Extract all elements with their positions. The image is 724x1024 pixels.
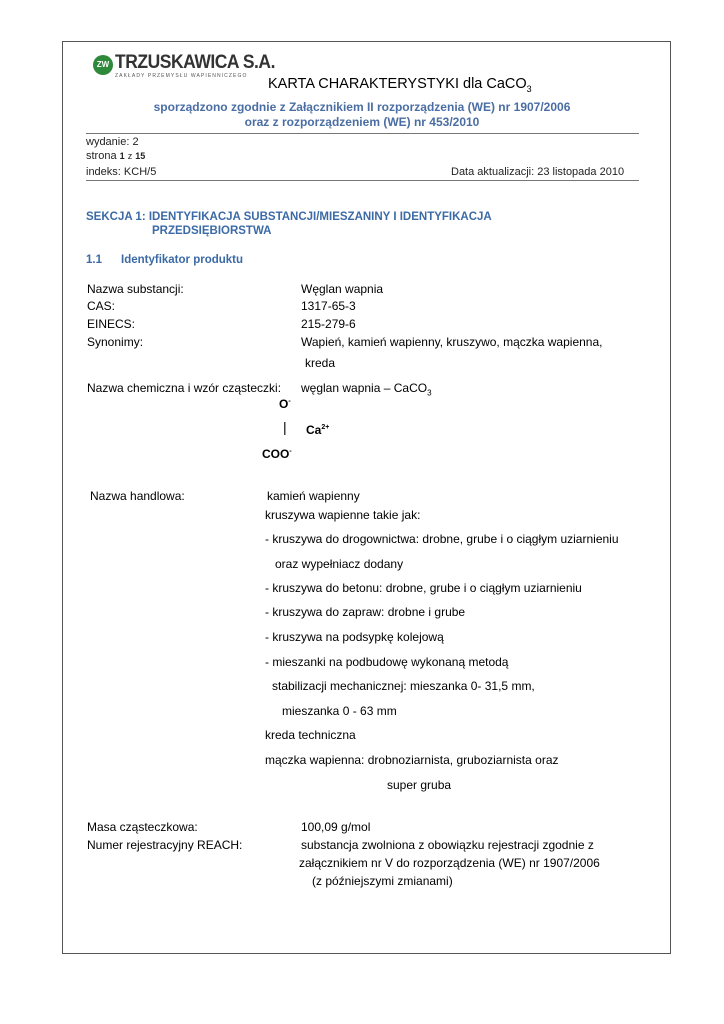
molar-mass-value: 100,09 g/mol xyxy=(301,820,371,834)
reach-value-line-2: załącznikiem nr V do rozporządzenia (WE) nr 1907/2006 xyxy=(299,856,600,870)
trade-line: mączka wapienna: drobnoziarnista, gruboziarnista oraz xyxy=(265,753,559,767)
reach-label: Numer rejestracyjny REACH: xyxy=(87,838,243,852)
structure-bond: | xyxy=(283,419,287,435)
section-title-line-2: PRZEDSIĘBIORSTWA xyxy=(152,225,272,237)
cas-label: CAS: xyxy=(87,299,116,313)
trade-line: - kruszywa do betonu: drobne, grube i o ciągłym uziarnieniu xyxy=(265,581,582,595)
section-title-line-1: SEKCJA 1: IDENTYFIKACJA SUBSTANCJI/MIESZANINY I IDENTYFIKACJA xyxy=(86,211,492,223)
trade-line: - mieszanki na podbudowę wykonaną metodą xyxy=(265,655,509,669)
company-logo-name: TRZUSKAWICA S.A. xyxy=(115,52,275,73)
einecs-value: 215-279-6 xyxy=(301,317,356,331)
structure-oxygen: O- xyxy=(279,397,291,411)
trade-line: kruszywa wapienne takie jak: xyxy=(265,508,421,522)
synonyms-label: Synonimy: xyxy=(87,335,144,349)
substance-name-label: Nazwa substancji: xyxy=(87,282,184,296)
reach-value-line-1: substancja zwolniona z obowiązku rejestracji zgodnie z xyxy=(301,838,594,852)
trade-line: oraz wypełniacz dodany xyxy=(275,557,404,571)
trade-line: kreda techniczna xyxy=(265,728,356,742)
chemical-name-label: Nazwa chemiczna i wzór cząsteczki: xyxy=(87,381,282,395)
edition-label: wydanie: 2 xyxy=(86,136,139,148)
header-divider xyxy=(86,133,639,134)
cas-value: 1317-65-3 xyxy=(301,299,356,313)
meta-divider xyxy=(86,180,639,181)
update-date: Data aktualizacji: 23 listopada 2010 xyxy=(451,166,625,178)
company-logo-mark: ZW xyxy=(93,55,113,75)
trade-line: stabilizacji mechanicznej: mieszanka 0- 31,5 mm, xyxy=(272,679,535,693)
subtitle-line-2: oraz z rozporządzeniem (WE) nr 453/2010 xyxy=(244,115,480,129)
reach-value-line-3: (z późniejszymi zmianami) xyxy=(312,874,453,888)
subsection-number: 1.1 xyxy=(86,254,102,266)
molar-mass-label: Masa cząsteczkowa: xyxy=(87,820,198,834)
substance-name-value: Węglan wapnia xyxy=(301,282,384,296)
einecs-label: EINECS: xyxy=(87,317,136,331)
company-logo-subtitle: ZAKŁADY PRZEMYSŁU WAPIENNICZEGO xyxy=(115,73,248,79)
synonyms-value-line-2: kreda xyxy=(305,356,336,370)
structure-carboxylate: COO- xyxy=(262,447,292,461)
subsection-title: Identyfikator produktu xyxy=(121,254,244,266)
chemical-name-value: węglan wapnia – CaCO$_3$ xyxy=(301,381,432,398)
index-label: indeks: KCH/5 xyxy=(86,166,157,178)
trade-line: - kruszywa do drogownictwa: drobne, grube i o ciągłym uziarnieniu xyxy=(265,532,619,546)
trade-line: mieszanka 0 - 63 mm xyxy=(282,704,397,718)
trade-line: - kruszywa na podsypkę kolejową xyxy=(265,630,444,644)
structure-calcium: $Ca^{2+}$ xyxy=(306,423,330,437)
subtitle-line-1: sporządzono zgodnie z Załącznikiem II rozporządzenia (WE) nr 1907/2006 xyxy=(153,100,571,114)
document-title: KARTA CHARAKTERYSTYKI dla CaCO$_3$ xyxy=(268,76,532,94)
trade-name-label: Nazwa handlowa: xyxy=(90,489,185,503)
synonyms-value-line-1: Wapień, kamień wapienny, kruszywo, mączka wapienna, xyxy=(301,335,603,349)
page-indicator: strona 1 z 15 xyxy=(86,150,146,162)
trade-line: - kruszywa do zapraw: drobne i grube xyxy=(265,605,466,619)
trade-line: super gruba xyxy=(387,778,452,792)
trade-line: kamień wapienny xyxy=(267,489,360,503)
